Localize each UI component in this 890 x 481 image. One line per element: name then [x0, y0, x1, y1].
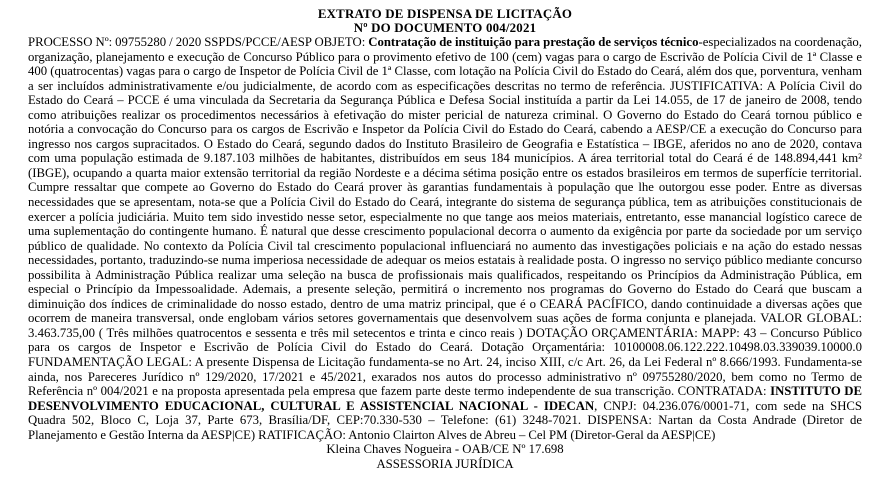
process-and-object-label: PROCESSO Nº: 09755280 / 2020 SSPDS/PCCE/AESP OBJETO:: [28, 35, 369, 49]
document-title: EXTRATO DE DISPENSA DE LICITAÇÃO: [317, 7, 573, 21]
object-description-bold: Contratação de instituição para prestação de serviços técnico: [368, 35, 699, 49]
document-body: [28, 35, 862, 442]
contracted-details-and-ratification: , CNPJ: 04.236.076/0001-71, com sede na SHCS Quadra 502, Bloco C, Loja 37, Parte 673, Brasília/DF, CEP:70.330-530 – Telefone: (61) 3248-7021. DISPENSA: Nartan da Costa Andrade (Diretor de Planejamento e Gestão Interna da AESP|CE) RATIFICAÇÃO: Antonio Clairton Alves de Abreu – Cel PM (Diretor-Geral da AESP|CE): [28, 398, 863, 442]
document-number: Nº DO DOCUMENTO 004/2021: [353, 21, 537, 35]
signer-name: Kleina Chaves Nogueira - OAB/CE Nº 17.698: [326, 442, 564, 457]
object-and-justification-text: -especializados na coordenação, organização, planejamento e execução de Concurso Público para o provimento efetivo de 100 (cem) vagas para o cargo de Escrivão de Polícia Civil de 1ª Classe e 400 (quatrocentas) vagas para o cargo de Inspetor de Polícia Civil de 1ª Classe, com lotação na Polícia Civil do Estado do Ceará, além dos que, porventura, venham a ser incluídos administrativamente e/ou judicialmente, de acordo com as especificações descritas no termo de referência. JUSTIFICATIVA: A Polícia Civil do Estado do Ceará – PCCE é uma vinculada da Secretaria da Segurança Pública e Defesa Social instituída a partir da Lei 14.055, de 17 de janeiro de 2008, tendo como atribuições realizar os procedimentos necessários à efetivação do mister pericial de natureza criminal. O Governo do Estado do Ceará tornou público e notória a convocação do Concurso para os cargos de Escrivão e Inspetor da Polícia Civil do Estado do Ceará, cabendo a AESP/CE a execução do Concurso para ingresso nos cargos supracitados. O Estado do Ceará, segundo dados do Instituto Brasileiro de Geografia e Estatística – IBGE, aferidos no ano de 2020, contava com uma população estimada de 9.187.103 milhões de habitantes, distribuídos em seus 184 municípios. A área territorial total do Ceará é de 148.894,441 km² (IBGE), ocupando a quarta maior extensão territorial da região Nordeste e a décima sétima posição entre os estados brasileiros em termos de superfície territorial. Cumpre ressaltar que compete ao Governo do Estado do Ceará prover às garantias fundamentais à população que lhe outorgou esse poder. Entre as diversas necessidades que se apresentam, nota-se que a Polícia Civil do Estado do Ceará, integrante do sistema de segurança pública, tem as atribuições constitucionais de exercer a polícia judiciária. Muito tem sido investido nesse setor, especialmente no que tange aos meios materiais, entretanto, esse manancial logístico carece de uma suplementação do contingente humano. É natural que desse crescimento populacional decorra o aumento da exigência por parte da sociedade por um serviço público de qualidade. No contexto da Polícia Civil tal crescimento populacional influenciará no aumento das investigações policiais e na ação do estado nessas necessidades, portanto, traduzindo-se numa imperiosa necessidade de adequar os meios estatais à realidade posta. O ingresso no serviço público mediante concurso possibilita à Administração Pública realizar uma seleção na busca de profissionais mais qualificados, respeitando os Princípios da Administração Pública, em especial o Princípio da Impessoalidade. Ademais, a presente seleção, permitirá o incremento nos programas do Governo do Estado do Ceará que buscam a diminuição dos índices de criminalidade do nosso estado, dentro de uma matriz principal, que é o CEARÁ PACÍFICO, dando continuidade a diversas ações que ocorrem de maneira transversal, onde englobam vários setores governamentais que desenvolvem suas ações de forma conjunta e planejada. VALOR GLOBAL: 3.463.735,00 ( Três milhões quatrocentos e sessenta e três mil setecentos e trinta e cinco reais ) DOTAÇÃO ORÇAMENTÁRIA: MAPP: 43 – Concurso Público para os cargos de Inspetor e Escrivão de Polícia Civil do Estado do Ceará. Dotação Orçamentária: 10100008.06.122.222.10498.03.339039.10000.0 FUNDAMENTAÇÃO LEGAL: A presente Dispensa de Licitação fundamenta-se no Art. 24, inciso XIII, c/c Art. 26, da Lei Federal nº 8.666/1993. Fundamenta-se ainda, nos Pareceres Jurídico nº 129/2020, 17/2021 e 45/2021, exarados nos autos do processo administrativo nº 09755280/2020, bem como no Termo de Referência nº 004/2021 e na proposta apresentada pela empresa que fazem parte deste termo independente de sua transcrição. CONTRATADA:: [28, 35, 862, 399]
signer-role: ASSESSORIA JURÍDICA: [376, 456, 514, 471]
contracted-institution-name: INSTITUTO DE DESENVOLVIMENTO EDUCACIONAL, CULTURAL E ASSISTENCIAL NACIONAL - IDECAN: [28, 384, 862, 413]
